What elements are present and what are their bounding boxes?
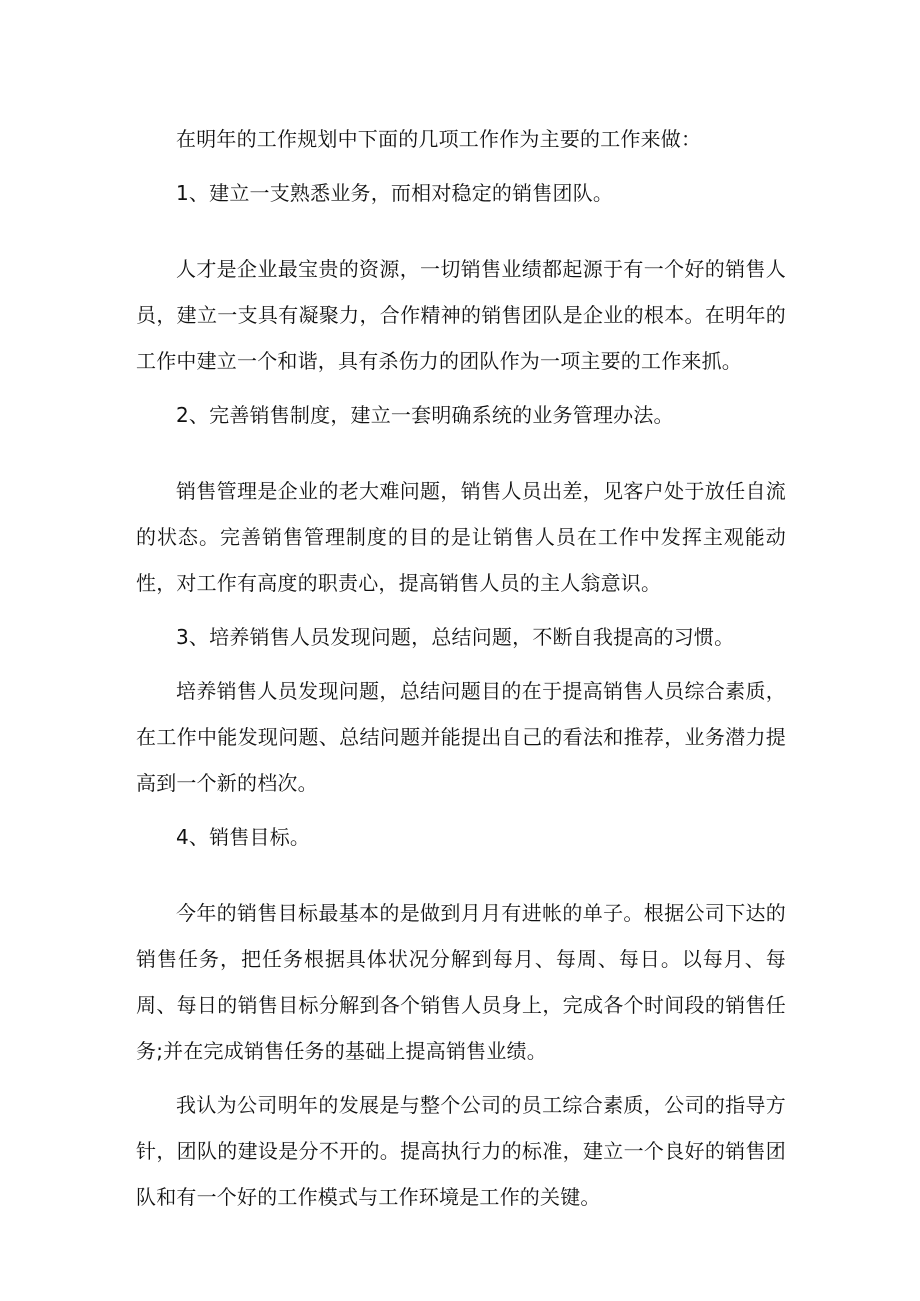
intro-paragraph: 在明年的工作规划中下面的几项工作作为主要的工作来做： <box>176 127 702 151</box>
item-4-heading: 4、销售目标。 <box>176 825 311 849</box>
document-body <box>136 116 786 1220</box>
item-2-body: 销售管理是企业的老大难问题，销售人员出差，见客户处于放任自流的状态。完善销售管理制度的目的是让销售人员在工作中发挥主观能动性，对工作有高度的职责心，提高销售人员的主人翁意识。 <box>136 479 786 595</box>
item-4-body: 今年的销售目标最基本的是做到月月有进帐的单子。根据公司下达的销售任务，把任务根据具体状况分解到每月、每周、每日。以每月、每周、每日的销售目标分解到各个销售人员身上，完成各个时间段的销售任务;并在完成销售任务的基础上提高销售业绩。 <box>136 901 786 1063</box>
conclusion-paragraph: 我认为公司明年的发展是与整个公司的员工综合素质，公司的指导方针，团队的建设是分不开的。提高执行力的标准，建立一个良好的销售团队和有一个好的工作模式与工作环境是工作的关键。 <box>136 1093 786 1209</box>
item-2-heading: 2、完善销售制度，建立一套明确系统的业务管理办法。 <box>176 403 674 427</box>
item-1-heading: 1、建立一支熟悉业务，而相对稳定的销售团队。 <box>176 181 614 205</box>
item-3-body: 培养销售人员发现问题，总结问题目的在于提高销售人员综合素质，在工作中能发现问题、总结问题并能提出自己的看法和推荐，业务潜力提高到一个新的档次。 <box>136 679 786 795</box>
item-1-body: 人才是企业最宝贵的资源，一切销售业绩都起源于有一个好的销售人员，建立一支具有凝聚力，合作精神的销售团队是企业的根本。在明年的工作中建立一个和谐，具有杀伤力的团队作为一项主要的工作来抓。 <box>136 257 786 373</box>
item-3-heading: 3、培养销售人员发现问题，总结问题，不断自我提高的习惯。 <box>176 625 735 649</box>
